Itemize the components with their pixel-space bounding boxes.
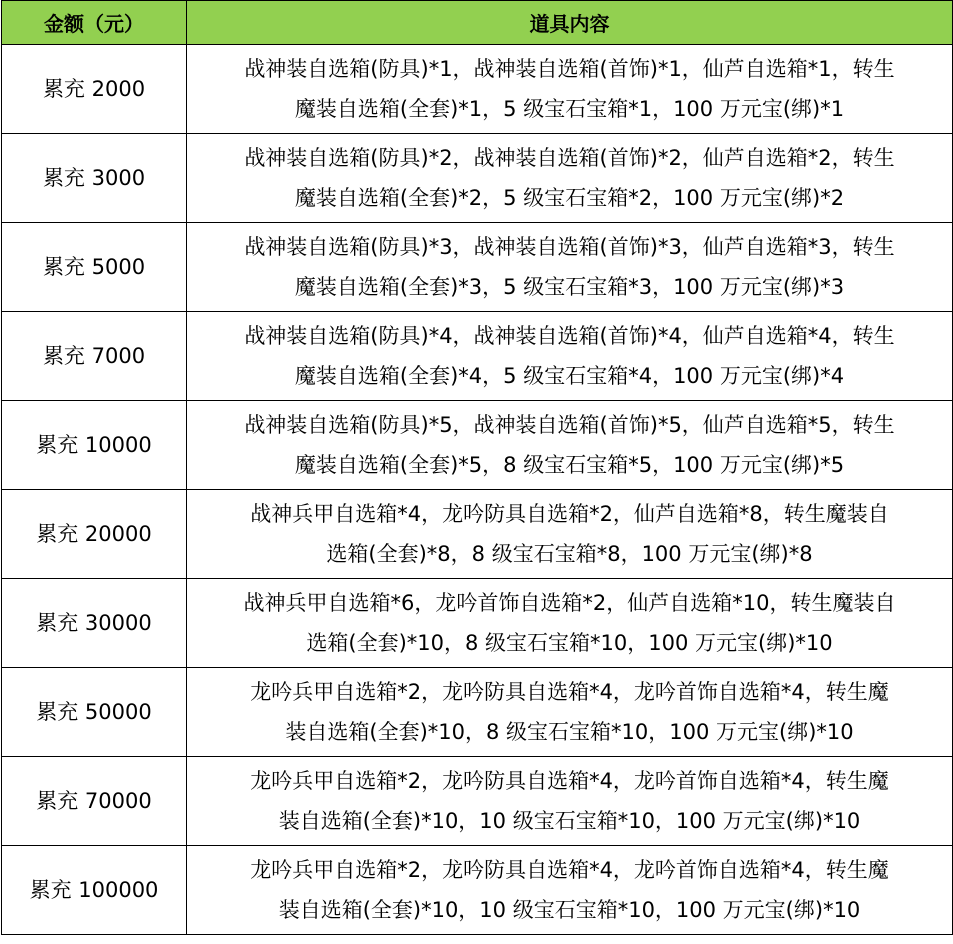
content-line: 龙吟兵甲自选箱*2，龙吟防具自选箱*4，龙吟首饰自选箱*4，转生魔 xyxy=(250,680,889,704)
amount-cell: 累充 2000 xyxy=(2,45,187,134)
reward-table xyxy=(1,0,953,935)
content-cell xyxy=(187,490,953,579)
amount-cell: 累充 5000 xyxy=(2,223,187,312)
content-cell xyxy=(187,223,953,312)
content-line: 龙吟兵甲自选箱*2，龙吟防具自选箱*4，龙吟首饰自选箱*4，转生魔 xyxy=(250,769,889,793)
content-cell xyxy=(187,401,953,490)
content-cell xyxy=(187,579,953,668)
amount-cell: 累充 20000 xyxy=(2,490,187,579)
table-row xyxy=(2,846,953,935)
header-content: 道具内容 xyxy=(187,1,953,45)
content-line: 战神装自选箱(防具)*5，战神装自选箱(首饰)*5，仙芦自选箱*5，转生 xyxy=(244,413,895,437)
amount-cell: 累充 7000 xyxy=(2,312,187,401)
amount-cell: 累充 50000 xyxy=(2,668,187,757)
table-row xyxy=(2,401,953,490)
content-line: 选箱(全套)*8，8 级宝石宝箱*8，100 万元宝(绑)*8 xyxy=(326,542,813,566)
header-amount: 金额（元） xyxy=(2,1,187,45)
table-row xyxy=(2,490,953,579)
content-line: 战神装自选箱(防具)*2，战神装自选箱(首饰)*2，仙芦自选箱*2，转生 xyxy=(244,146,895,170)
content-line: 战神装自选箱(防具)*3，战神装自选箱(首饰)*3，仙芦自选箱*3，转生 xyxy=(244,235,895,259)
content-cell xyxy=(187,45,953,134)
amount-cell: 累充 3000 xyxy=(2,134,187,223)
table-row xyxy=(2,668,953,757)
header-row xyxy=(2,1,953,45)
content-line: 魔装自选箱(全套)*5，8 级宝石宝箱*5，100 万元宝(绑)*5 xyxy=(294,453,845,477)
table-row xyxy=(2,757,953,846)
table-row xyxy=(2,45,953,134)
amount-cell: 累充 100000 xyxy=(2,846,187,935)
content-line: 战神装自选箱(防具)*1，战神装自选箱(首饰)*1，仙芦自选箱*1，转生 xyxy=(244,57,895,81)
content-line: 装自选箱(全套)*10，10 级宝石宝箱*10，100 万元宝(绑)*10 xyxy=(278,898,861,922)
content-cell xyxy=(187,846,953,935)
content-line: 魔装自选箱(全套)*4，5 级宝石宝箱*4，100 万元宝(绑)*4 xyxy=(294,364,845,388)
content-line: 装自选箱(全套)*10，8 级宝石宝箱*10，100 万元宝(绑)*10 xyxy=(285,720,854,744)
content-line: 选箱(全套)*10，8 级宝石宝箱*10，100 万元宝(绑)*10 xyxy=(306,631,833,655)
content-line: 战神兵甲自选箱*6，龙吟首饰自选箱*2，仙芦自选箱*10，转生魔装自 xyxy=(243,591,896,615)
table-row xyxy=(2,312,953,401)
content-line: 魔装自选箱(全套)*3，5 级宝石宝箱*3，100 万元宝(绑)*3 xyxy=(294,275,845,299)
content-line: 龙吟兵甲自选箱*2，龙吟防具自选箱*4，龙吟首饰自选箱*4，转生魔 xyxy=(250,858,889,882)
table-row xyxy=(2,134,953,223)
content-cell xyxy=(187,668,953,757)
amount-cell: 累充 70000 xyxy=(2,757,187,846)
table-row xyxy=(2,579,953,668)
table-row xyxy=(2,223,953,312)
content-cell xyxy=(187,312,953,401)
content-line: 战神装自选箱(防具)*4，战神装自选箱(首饰)*4，仙芦自选箱*4，转生 xyxy=(244,324,895,348)
content-line: 装自选箱(全套)*10，10 级宝石宝箱*10，100 万元宝(绑)*10 xyxy=(278,809,861,833)
amount-cell: 累充 30000 xyxy=(2,579,187,668)
content-cell xyxy=(187,757,953,846)
content-line: 魔装自选箱(全套)*2，5 级宝石宝箱*2，100 万元宝(绑)*2 xyxy=(294,186,845,210)
content-line: 战神兵甲自选箱*4，龙吟防具自选箱*2，仙芦自选箱*8，转生魔装自 xyxy=(250,502,889,526)
content-cell xyxy=(187,134,953,223)
content-line: 魔装自选箱(全套)*1，5 级宝石宝箱*1，100 万元宝(绑)*1 xyxy=(294,97,845,121)
amount-cell: 累充 10000 xyxy=(2,401,187,490)
